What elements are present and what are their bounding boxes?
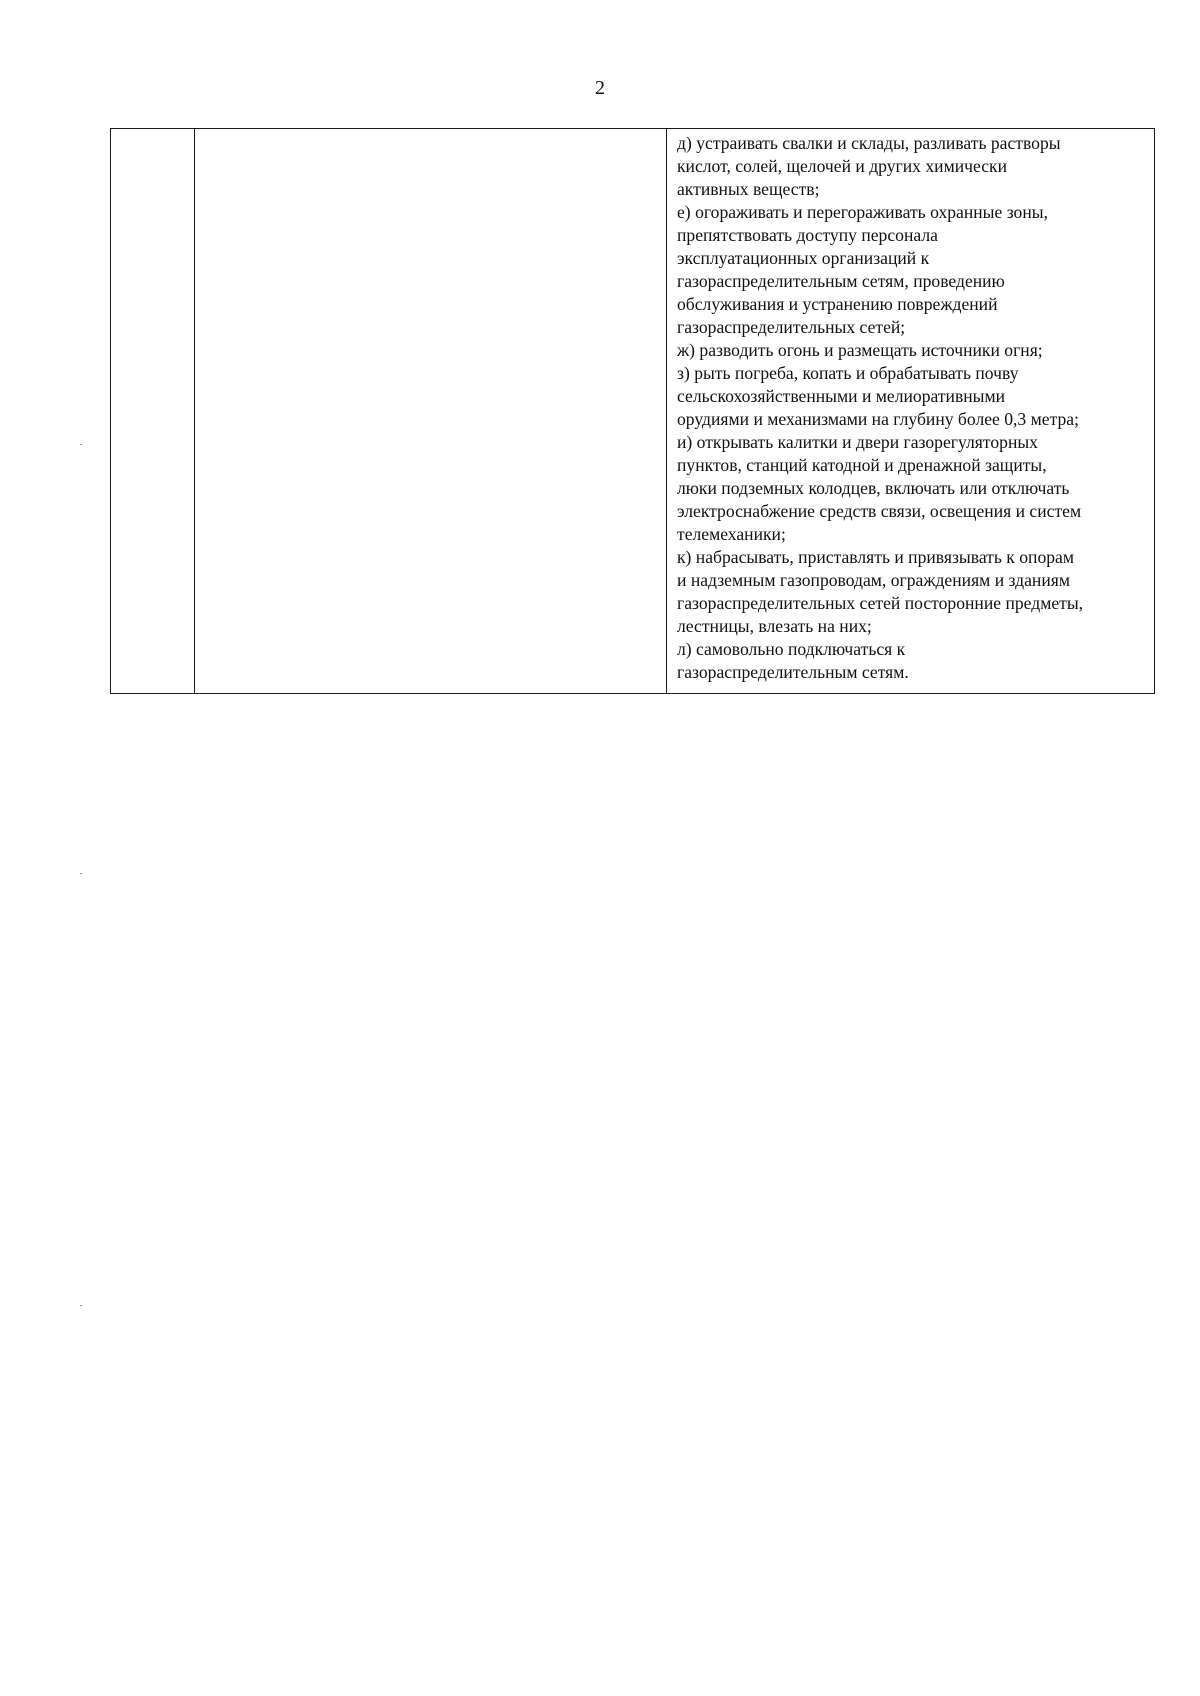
text-line: к) набрасывать, приставлять и привязывать к опорам bbox=[677, 547, 1074, 567]
text-line: з) рыть погреба, копать и обрабатывать почву bbox=[677, 363, 1019, 383]
text-line: активных веществ; bbox=[677, 179, 820, 199]
text-line: обслуживания и устранению повреждений bbox=[677, 294, 998, 314]
table-cell-description bbox=[195, 129, 667, 694]
text-line: д) устраивать свалки и склады, разливать растворы bbox=[677, 133, 1061, 153]
text-line: люки подземных колодцев, включать или отключать bbox=[677, 478, 1070, 498]
text-line: пунктов, станций катодной и дренажной защиты, bbox=[677, 455, 1047, 475]
restrictions-text bbox=[667, 129, 1154, 693]
table-row bbox=[111, 129, 1155, 694]
text-line: и надземным газопроводам, ограждениям и зданиям bbox=[677, 570, 1070, 590]
text-line: телемеханики; bbox=[677, 524, 786, 544]
text-line: л) самовольно подключаться к bbox=[677, 639, 906, 659]
table-cell-number bbox=[111, 129, 195, 694]
binding-mark bbox=[80, 444, 82, 445]
text-line: е) огораживать и перегораживать охранные зоны, bbox=[677, 202, 1048, 222]
text-line: лестницы, влезать на них; bbox=[677, 616, 872, 636]
text-line: сельскохозяйственными и мелиоративными bbox=[677, 386, 1006, 406]
text-line: газораспределительным сетям, проведению bbox=[677, 271, 1005, 291]
text-line: электроснабжение средств связи, освещения и систем bbox=[677, 501, 1082, 521]
binding-mark bbox=[80, 873, 82, 874]
text-line: кислот, солей, щелочей и других химически bbox=[677, 156, 1007, 176]
restrictions-table bbox=[110, 128, 1155, 694]
text-line: газораспределительных сетей; bbox=[677, 317, 906, 337]
text-line: ж) разводить огонь и размещать источники огня; bbox=[677, 340, 1043, 360]
page-number: 2 bbox=[595, 77, 605, 99]
text-line: орудиями и механизмами на глубину более 0,3 метра; bbox=[677, 409, 1079, 429]
text-line: препятствовать доступу персонала bbox=[677, 225, 938, 245]
text-line: и) открывать калитки и двери газорегуляторных bbox=[677, 432, 1038, 452]
text-line: эксплуатационных организаций к bbox=[677, 248, 930, 268]
table-cell-restrictions bbox=[667, 129, 1155, 694]
text-line: газораспределительным сетям. bbox=[677, 662, 909, 682]
binding-mark bbox=[80, 1305, 82, 1306]
text-line: газораспределительных сетей посторонние предметы, bbox=[677, 593, 1084, 613]
